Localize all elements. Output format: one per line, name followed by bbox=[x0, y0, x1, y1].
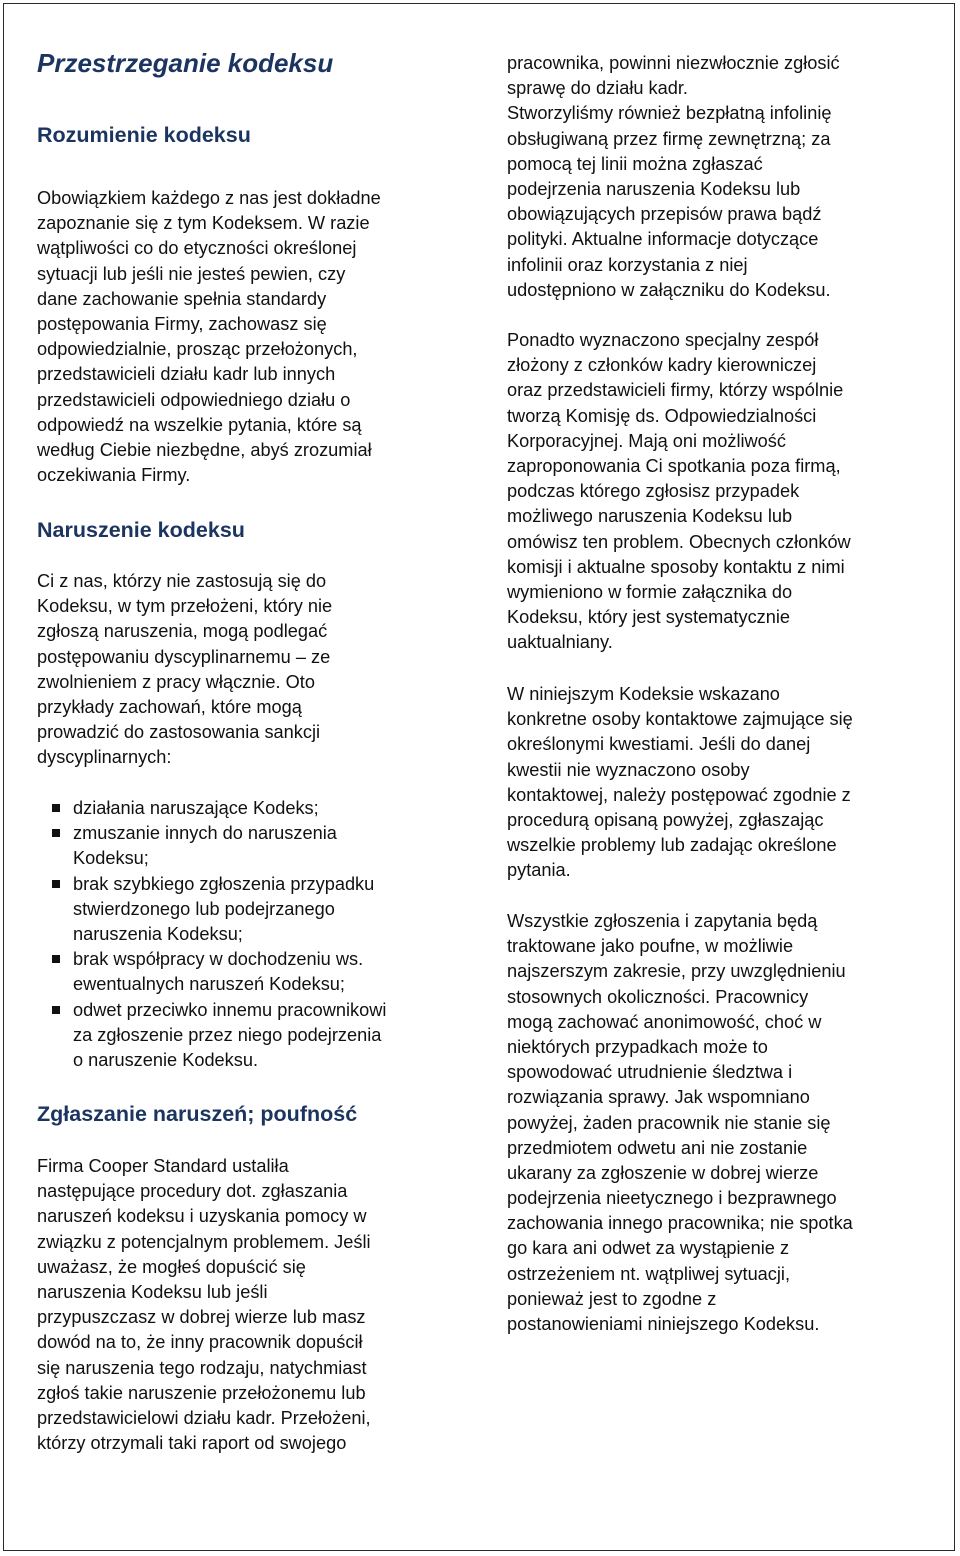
text-line: ponieważ jest to zgodne z bbox=[507, 1288, 717, 1309]
text-line: W niniejszym Kodeksie wskazano bbox=[507, 684, 780, 704]
text-line: podczas którego zgłosisz przypadek bbox=[507, 481, 800, 502]
list-item bbox=[37, 821, 386, 871]
text-line: uważasz, że mogłeś dopuścić się bbox=[37, 1256, 306, 1277]
text-line: przedstawicieli odpowiedniego działu o bbox=[37, 389, 351, 410]
list-item-line: odwet przeciwko innemu pracownikowi bbox=[73, 999, 387, 1020]
text-line: naruszeń kodeksu i uzyskania pomocy w bbox=[37, 1206, 367, 1227]
text-line: infolinii oraz korzystania z niej bbox=[507, 254, 748, 275]
list-item-line: Kodeksu; bbox=[73, 848, 149, 869]
list-item-line: zmuszanie innych do naruszenia bbox=[73, 823, 337, 844]
text-line: procedurą opisaną powyżej, zgłaszając bbox=[507, 809, 824, 830]
violation-examples-list bbox=[37, 796, 386, 1073]
text-line: przedstawicielowi działu kadr. Przełożeni, bbox=[37, 1407, 371, 1428]
list-item-line: brak szybkiego zgłoszenia przypadku bbox=[73, 873, 375, 894]
text-line: związku z potencjalnym problemem. Jeśli bbox=[37, 1231, 371, 1252]
text-line: Stworzyliśmy również bezpłatną infolinię bbox=[507, 103, 832, 124]
text-line: Kodeksu, który jest systematycznie bbox=[507, 607, 791, 628]
text-line: pracownika, powinni niezwłocznie zgłosić bbox=[507, 53, 840, 73]
text-line: Obowiązkiem każdego z nas jest dokładne bbox=[37, 188, 381, 208]
text-line: Kodeksu, w tym przełożeni, który nie bbox=[37, 596, 333, 617]
text-line: Firma Cooper Standard ustaliła bbox=[37, 1156, 289, 1176]
text-line: przykłady zachowań, które mogą bbox=[37, 696, 302, 717]
text-line: podejrzenia naruszenia Kodeksu lub bbox=[507, 178, 801, 199]
paragraph-confidentiality bbox=[507, 909, 853, 1337]
text-line: Wszystkie zgłoszenia i zapytania będą bbox=[507, 911, 818, 931]
text-line: wątpliwości co do etyczności określonej bbox=[37, 238, 357, 259]
list-item bbox=[37, 872, 386, 948]
square-bullet-icon bbox=[52, 829, 60, 837]
text-line: według Ciebie niezbędne, abyś zrozumiał bbox=[37, 439, 372, 460]
text-line: odpowiedź na wszelkie pytania, które są bbox=[37, 414, 362, 435]
section-heading-reporting: Zgłaszanie naruszeń; poufność bbox=[37, 1102, 358, 1126]
document-page bbox=[3, 3, 955, 1551]
square-bullet-icon bbox=[52, 1006, 60, 1014]
text-line: ostrzeżeniem nt. wątpliwej sytuacji, bbox=[507, 1263, 791, 1284]
text-line: dowód na to, że inny pracownik dopuścił bbox=[37, 1332, 363, 1353]
text-line: naruszenia Kodeksu lub jeśli bbox=[37, 1281, 268, 1302]
paragraph-committee bbox=[507, 328, 851, 655]
text-line: udostępniono w załączniku do Kodeksu. bbox=[507, 279, 831, 300]
square-bullet-icon bbox=[52, 804, 60, 812]
text-line: obowiązujących przepisów prawa bądź bbox=[507, 204, 822, 225]
paragraph-violation bbox=[37, 569, 332, 771]
text-line: najszerszym zakresie, przy uwzględnieniu bbox=[507, 961, 846, 982]
list-item-line: za zgłoszenie przez niego podejrzenia bbox=[73, 1024, 382, 1045]
text-line: obsługiwaną przez firmę zewnętrzną; za bbox=[507, 128, 831, 149]
text-line: możliwego naruszenia Kodeksu lub bbox=[507, 506, 793, 527]
text-line: zgłoszą naruszenia, mogą podlegać bbox=[37, 621, 328, 642]
text-line: wymieniono w formie załącznika do bbox=[507, 581, 793, 602]
text-line: uaktualniany. bbox=[507, 632, 613, 653]
text-line: przedmiotem odwetu ani nie zostanie bbox=[507, 1137, 808, 1158]
text-line: polityki. Aktualne informacje dotyczące bbox=[507, 229, 819, 250]
paragraph-understanding bbox=[37, 186, 381, 488]
text-line: odpowiedzialnie, prosząc przełożonych, bbox=[37, 339, 358, 360]
text-line: oczekiwania Firmy. bbox=[37, 465, 191, 486]
text-line: zachowania innego pracownika; nie spotka bbox=[507, 1213, 853, 1234]
text-line: zapoznanie się z tym Kodeksem. W razie bbox=[37, 213, 370, 234]
text-line: następujące procedury dot. zgłaszania bbox=[37, 1181, 348, 1202]
list-item-line: naruszenia Kodeksu; bbox=[73, 923, 243, 944]
text-line: sytuacji lub jeśli nie jesteś pewien, czy bbox=[37, 263, 346, 284]
text-line: określonymi kwestiami. Jeśli do danej bbox=[507, 734, 811, 755]
text-line: powyżej, żaden pracownik nie stanie się bbox=[507, 1112, 831, 1133]
text-line: komisji i aktualne sposoby kontaktu z nimi bbox=[507, 556, 845, 577]
text-line: omówisz ten problem. Obecnych członków bbox=[507, 531, 851, 552]
text-line: wszelkie problemy lub zadając określone bbox=[507, 835, 837, 856]
square-bullet-icon bbox=[52, 955, 60, 963]
text-line: przedstawicieli działu kadr lub innych bbox=[37, 364, 336, 385]
text-line: stosownych okoliczności. Pracownicy bbox=[507, 986, 809, 1007]
text-line: niektórych przypadkach może to bbox=[507, 1036, 768, 1057]
text-line: traktowane jako poufne, w możliwie bbox=[507, 936, 794, 957]
text-line: kwestii nie wyznaczono osoby bbox=[507, 759, 750, 780]
list-item bbox=[37, 998, 386, 1074]
text-line: dane zachowanie spełnia standardy bbox=[37, 288, 327, 309]
section-heading-violation: Naruszenie kodeksu bbox=[37, 518, 245, 542]
text-line: którzy otrzymali taki raport od swojego bbox=[37, 1433, 347, 1454]
square-bullet-icon bbox=[52, 880, 60, 888]
list-item-line: ewentualnych naruszeń Kodeksu; bbox=[73, 974, 345, 995]
list-item-line: stwierdzonego lub podejrzanego bbox=[73, 898, 335, 919]
text-line: ukarany za zgłoszenie w dobrej wierze bbox=[507, 1162, 819, 1183]
text-line: Ci z nas, którzy nie zastosują się do bbox=[37, 571, 327, 591]
text-line: postępowaniu dyscyplinarnemu – ze bbox=[37, 646, 331, 667]
list-item bbox=[37, 796, 386, 821]
text-line: postępowania Firmy, zachowasz się bbox=[37, 313, 327, 334]
text-line: konkretne osoby kontaktowe zajmujące się bbox=[507, 709, 853, 730]
text-line: rozwiązania sprawy. Jak wspomniano bbox=[507, 1087, 810, 1108]
text-line: sprawę do działu kadr. bbox=[507, 78, 688, 99]
text-line: zaproponowania Ci spotkania poza firmą, bbox=[507, 455, 841, 476]
text-line: podejrzenia nieetycznego i bezprawnego bbox=[507, 1188, 837, 1209]
text-line: Korporacyjnej. Mają oni możliwość bbox=[507, 430, 786, 451]
text-line: oraz przedstawicieli firmy, którzy wspólnie bbox=[507, 380, 844, 401]
text-line: mogą zachować anonimowość, choć w bbox=[507, 1011, 822, 1032]
text-line: pomocą tej linii można zgłaszać bbox=[507, 153, 763, 174]
text-line: go kara ani odwet za wystąpienie z bbox=[507, 1238, 790, 1259]
list-item bbox=[37, 947, 386, 997]
paragraph-reporting bbox=[37, 1154, 371, 1456]
text-line: zwolnieniem z pracy włącznie. Oto bbox=[37, 671, 315, 692]
text-line: przypuszczasz w dobrej wierze lub masz bbox=[37, 1307, 366, 1328]
text-line: spowodować utrudnienie śledztwa i bbox=[507, 1062, 793, 1083]
text-line: się naruszenia tego rodzaju, natychmiast bbox=[37, 1357, 367, 1378]
text-line: zgłoś takie naruszenie przełożonemu lub bbox=[37, 1382, 366, 1403]
text-line: dyscyplinarnych: bbox=[37, 747, 172, 768]
paragraph-hotline bbox=[507, 51, 840, 303]
paragraph-contacts bbox=[507, 682, 853, 884]
list-item-line: działania naruszające Kodeks; bbox=[73, 798, 319, 818]
list-item-line: brak współpracy w dochodzeniu ws. bbox=[73, 949, 364, 970]
list-item-line: o naruszenie Kodeksu. bbox=[73, 1049, 259, 1070]
text-line: kontaktowej, należy postępować zgodnie z bbox=[507, 784, 851, 805]
document-title: Przestrzeganie kodeksu bbox=[37, 48, 334, 78]
text-line: Ponadto wyznaczono specjalny zespół bbox=[507, 330, 819, 350]
section-heading-understanding: Rozumienie kodeksu bbox=[37, 123, 251, 147]
text-line: postanowieniami niniejszego Kodeksu. bbox=[507, 1314, 820, 1334]
text-line: pytania. bbox=[507, 860, 571, 881]
text-line: prowadzić do zastosowania sankcji bbox=[37, 722, 321, 743]
text-line: złożony z członków kadry kierowniczej bbox=[507, 355, 817, 376]
text-line: tworzą Komisję ds. Odpowiedzialności bbox=[507, 405, 817, 426]
